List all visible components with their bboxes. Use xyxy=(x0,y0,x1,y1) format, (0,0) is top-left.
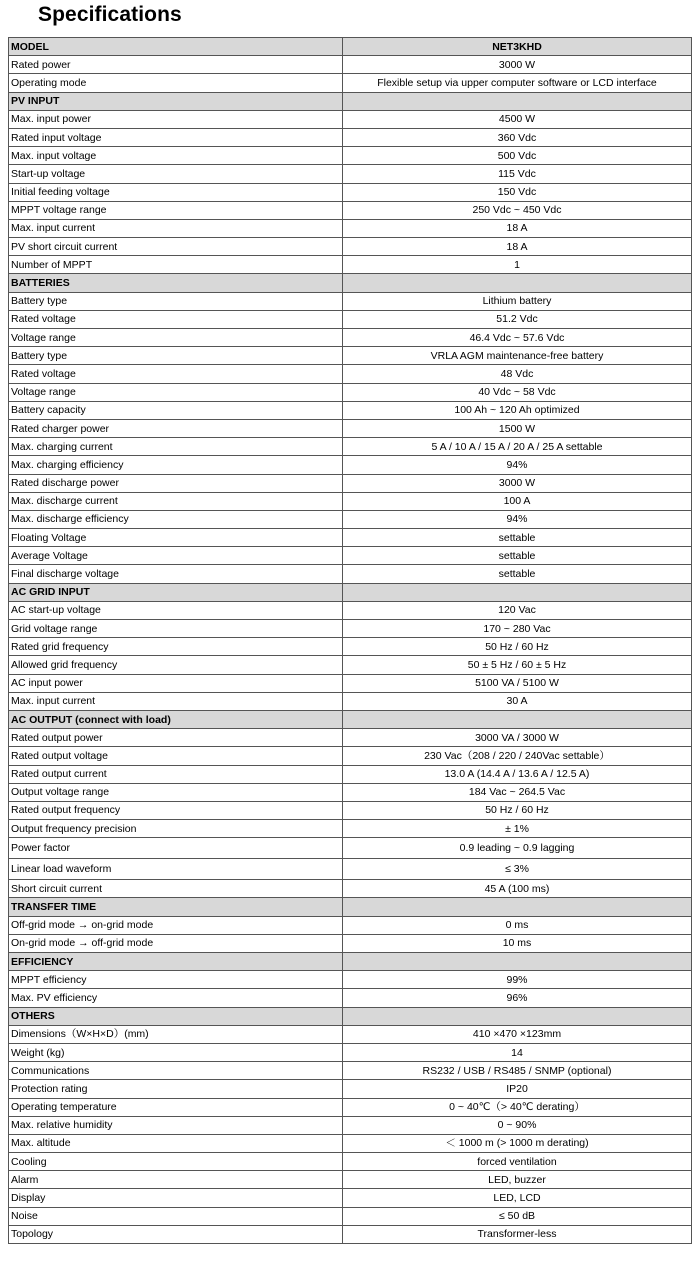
spec-row xyxy=(9,292,692,310)
section-value xyxy=(343,92,692,110)
section-header-row xyxy=(9,583,692,601)
spec-label: Off-grid mode → on-grid mode xyxy=(9,916,343,934)
spec-row xyxy=(9,74,692,92)
spec-value: 100 A xyxy=(343,492,692,510)
spec-value: 96% xyxy=(343,989,692,1007)
spec-row xyxy=(9,565,692,583)
spec-value: 500 Vdc xyxy=(343,147,692,165)
spec-row xyxy=(9,674,692,692)
spec-row xyxy=(9,165,692,183)
spec-label: Final discharge voltage xyxy=(9,565,343,583)
spec-label: Communications xyxy=(9,1062,343,1080)
spec-value: 50 ± 5 Hz / 60 ± 5 Hz xyxy=(343,656,692,674)
spec-row xyxy=(9,692,692,710)
spec-label: Rated output voltage xyxy=(9,747,343,765)
spec-row xyxy=(9,765,692,783)
spec-row xyxy=(9,820,692,838)
spec-row xyxy=(9,1080,692,1098)
section-value xyxy=(343,710,692,728)
spec-value: settable xyxy=(343,547,692,565)
spec-label: On-grid mode → off-grid mode xyxy=(9,934,343,952)
spec-value: 120 Vac xyxy=(343,601,692,619)
spec-value: 46.4 Vdc ~ 57.6 Vdc xyxy=(343,329,692,347)
spec-value: 3000 W xyxy=(343,56,692,74)
spec-value: settable xyxy=(343,529,692,547)
section-header-row xyxy=(9,92,692,110)
spec-row xyxy=(9,747,692,765)
spec-label: Short circuit current xyxy=(9,880,343,898)
spec-row xyxy=(9,729,692,747)
spec-value: 1 xyxy=(343,256,692,274)
spec-row xyxy=(9,1189,692,1207)
spec-row xyxy=(9,147,692,165)
section-value: NET3KHD xyxy=(343,38,692,56)
spec-value: 40 Vdc ~ 58 Vdc xyxy=(343,383,692,401)
spec-label: Rated input voltage xyxy=(9,128,343,146)
spec-label: Start-up voltage xyxy=(9,165,343,183)
spec-row xyxy=(9,1171,692,1189)
spec-value: LED, LCD xyxy=(343,1189,692,1207)
spec-row xyxy=(9,401,692,419)
spec-label: Floating Voltage xyxy=(9,529,343,547)
spec-row xyxy=(9,492,692,510)
spec-row xyxy=(9,783,692,801)
spec-value: 5 A / 10 A / 15 A / 20 A / 25 A settable xyxy=(343,438,692,456)
section-header-row xyxy=(9,38,692,56)
spec-value: Lithium battery xyxy=(343,292,692,310)
section-header-row xyxy=(9,1007,692,1025)
spec-label: Grid voltage range xyxy=(9,620,343,638)
spec-value: 94% xyxy=(343,456,692,474)
spec-value: ＜ 1000 m (> 1000 m derating) xyxy=(343,1134,692,1152)
spec-row xyxy=(9,365,692,383)
spec-value: IP20 xyxy=(343,1080,692,1098)
spec-row xyxy=(9,656,692,674)
section-header-row xyxy=(9,710,692,728)
spec-value: 94% xyxy=(343,510,692,528)
spec-row xyxy=(9,620,692,638)
spec-value: 50 Hz / 60 Hz xyxy=(343,801,692,819)
spec-label: MPPT voltage range xyxy=(9,201,343,219)
spec-label: Dimensions（W×H×D）(mm) xyxy=(9,1025,343,1043)
spec-label: Max. discharge current xyxy=(9,492,343,510)
spec-label: MPPT efficiency xyxy=(9,971,343,989)
spec-label: Protection rating xyxy=(9,1080,343,1098)
spec-value: 3000 W xyxy=(343,474,692,492)
spec-row xyxy=(9,1153,692,1171)
spec-row xyxy=(9,329,692,347)
spec-value: 0 ~ 40℃（> 40℃ derating） xyxy=(343,1098,692,1116)
spec-label: Rated output frequency xyxy=(9,801,343,819)
spec-label: Max. input voltage xyxy=(9,147,343,165)
spec-value: 3000 VA / 3000 W xyxy=(343,729,692,747)
spec-value: 115 Vdc xyxy=(343,165,692,183)
spec-value: 360 Vdc xyxy=(343,128,692,146)
spec-label: Battery type xyxy=(9,292,343,310)
section-title: PV INPUT xyxy=(9,92,343,110)
spec-value: 184 Vac ~ 264.5 Vac xyxy=(343,783,692,801)
spec-row xyxy=(9,419,692,437)
spec-value: settable xyxy=(343,565,692,583)
spec-value: ≤ 50 dB xyxy=(343,1207,692,1225)
spec-label: AC start-up voltage xyxy=(9,601,343,619)
spec-label: Max. altitude xyxy=(9,1134,343,1152)
spec-value: 0 ms xyxy=(343,916,692,934)
spec-value: 48 Vdc xyxy=(343,365,692,383)
spec-row xyxy=(9,219,692,237)
spec-row xyxy=(9,201,692,219)
spec-value: ± 1% xyxy=(343,820,692,838)
spec-row xyxy=(9,838,692,859)
spec-row xyxy=(9,110,692,128)
spec-value: 51.2 Vdc xyxy=(343,310,692,328)
section-title: BATTERIES xyxy=(9,274,343,292)
spec-row xyxy=(9,1225,692,1243)
spec-value: 99% xyxy=(343,971,692,989)
section-header-row xyxy=(9,898,692,916)
spec-label: Topology xyxy=(9,1225,343,1243)
spec-value: 250 Vdc ~ 450 Vdc xyxy=(343,201,692,219)
spec-row xyxy=(9,438,692,456)
spec-label: Max. PV efficiency xyxy=(9,989,343,1007)
spec-row xyxy=(9,1043,692,1061)
spec-label: Rated voltage xyxy=(9,365,343,383)
spec-value: 100 Ah ~ 120 Ah optimized xyxy=(343,401,692,419)
spec-value: 0.9 leading ~ 0.9 lagging xyxy=(343,838,692,859)
spec-label: Max. relative humidity xyxy=(9,1116,343,1134)
spec-value: 1500 W xyxy=(343,419,692,437)
spec-label: Rated power xyxy=(9,56,343,74)
spec-row xyxy=(9,880,692,898)
spec-label: Linear load waveform xyxy=(9,859,343,880)
specifications-table xyxy=(8,37,692,1244)
spec-label: Average Voltage xyxy=(9,547,343,565)
spec-label: Operating mode xyxy=(9,74,343,92)
section-title: TRANSFER TIME xyxy=(9,898,343,916)
spec-label: Battery capacity xyxy=(9,401,343,419)
spec-label: Power factor xyxy=(9,838,343,859)
spec-label: Alarm xyxy=(9,1171,343,1189)
spec-value: 150 Vdc xyxy=(343,183,692,201)
spec-label: Initial feeding voltage xyxy=(9,183,343,201)
section-title: AC GRID INPUT xyxy=(9,583,343,601)
spec-label: Cooling xyxy=(9,1153,343,1171)
spec-label: PV short circuit current xyxy=(9,238,343,256)
spec-value: ≤ 3% xyxy=(343,859,692,880)
spec-row xyxy=(9,601,692,619)
spec-row xyxy=(9,989,692,1007)
spec-row xyxy=(9,547,692,565)
spec-value: 18 A xyxy=(343,238,692,256)
spec-row xyxy=(9,801,692,819)
spec-row xyxy=(9,383,692,401)
spec-value: forced ventilation xyxy=(343,1153,692,1171)
spec-value: 230 Vac（208 / 220 / 240Vac settable） xyxy=(343,747,692,765)
spec-value: Transformer-less xyxy=(343,1225,692,1243)
section-value xyxy=(343,953,692,971)
spec-label: Allowed grid frequency xyxy=(9,656,343,674)
spec-value: 170 ~ 280 Vac xyxy=(343,620,692,638)
spec-value: 5100 VA / 5100 W xyxy=(343,674,692,692)
spec-label: Rated discharge power xyxy=(9,474,343,492)
spec-label: Weight (kg) xyxy=(9,1043,343,1061)
spec-value: 14 xyxy=(343,1043,692,1061)
spec-label: Rated charger power xyxy=(9,419,343,437)
section-value xyxy=(343,583,692,601)
spec-value: RS232 / USB / RS485 / SNMP (optional) xyxy=(343,1062,692,1080)
spec-row xyxy=(9,1025,692,1043)
spec-row xyxy=(9,971,692,989)
spec-row xyxy=(9,456,692,474)
spec-row xyxy=(9,1116,692,1134)
spec-row xyxy=(9,1098,692,1116)
spec-row xyxy=(9,529,692,547)
spec-row xyxy=(9,934,692,952)
spec-label: Output frequency precision xyxy=(9,820,343,838)
section-value xyxy=(343,898,692,916)
spec-row xyxy=(9,310,692,328)
spec-label: Max. charging efficiency xyxy=(9,456,343,474)
spec-row xyxy=(9,256,692,274)
spec-label: Max. discharge efficiency xyxy=(9,510,343,528)
spec-label: Operating temperature xyxy=(9,1098,343,1116)
spec-row xyxy=(9,347,692,365)
specifications-table-body xyxy=(9,38,692,1244)
spec-label: Max. input current xyxy=(9,219,343,237)
spec-value: 0 ~ 90% xyxy=(343,1116,692,1134)
section-title: MODEL xyxy=(9,38,343,56)
spec-label: Max. charging current xyxy=(9,438,343,456)
spec-row xyxy=(9,474,692,492)
spec-value: 13.0 A (14.4 A / 13.6 A / 12.5 A) xyxy=(343,765,692,783)
spec-row xyxy=(9,638,692,656)
spec-value: 4500 W xyxy=(343,110,692,128)
spec-row xyxy=(9,1134,692,1152)
spec-row xyxy=(9,916,692,934)
spec-label: Number of MPPT xyxy=(9,256,343,274)
spec-label: Rated grid frequency xyxy=(9,638,343,656)
spec-label: Output voltage range xyxy=(9,783,343,801)
spec-label: Noise xyxy=(9,1207,343,1225)
spec-label: Display xyxy=(9,1189,343,1207)
spec-row xyxy=(9,238,692,256)
section-title: AC OUTPUT (connect with load) xyxy=(9,710,343,728)
spec-value: LED, buzzer xyxy=(343,1171,692,1189)
spec-label: Max. input current xyxy=(9,692,343,710)
spec-label: Voltage range xyxy=(9,329,343,347)
spec-label: Max. input power xyxy=(9,110,343,128)
spec-value: VRLA AGM maintenance-free battery xyxy=(343,347,692,365)
spec-row xyxy=(9,183,692,201)
spec-label: Voltage range xyxy=(9,383,343,401)
spec-value: 50 Hz / 60 Hz xyxy=(343,638,692,656)
section-header-row xyxy=(9,953,692,971)
spec-row xyxy=(9,859,692,880)
section-header-row xyxy=(9,274,692,292)
spec-label: AC input power xyxy=(9,674,343,692)
section-value xyxy=(343,1007,692,1025)
section-title: EFFICIENCY xyxy=(9,953,343,971)
spec-value: Flexible setup via upper computer software or LCD interface xyxy=(343,74,692,92)
spec-row xyxy=(9,128,692,146)
spec-row xyxy=(9,1062,692,1080)
spec-value: 18 A xyxy=(343,219,692,237)
spec-value: 10 ms xyxy=(343,934,692,952)
spec-label: Rated output current xyxy=(9,765,343,783)
spec-value: 410 ×470 ×123mm xyxy=(343,1025,692,1043)
page-title: Specifications xyxy=(38,3,182,26)
spec-row xyxy=(9,510,692,528)
spec-label: Rated voltage xyxy=(9,310,343,328)
section-title: OTHERS xyxy=(9,1007,343,1025)
spec-label: Rated output power xyxy=(9,729,343,747)
spec-value: 45 A (100 ms) xyxy=(343,880,692,898)
spec-row xyxy=(9,56,692,74)
section-value xyxy=(343,274,692,292)
spec-value: 30 A xyxy=(343,692,692,710)
spec-label: Battery type xyxy=(9,347,343,365)
spec-row xyxy=(9,1207,692,1225)
